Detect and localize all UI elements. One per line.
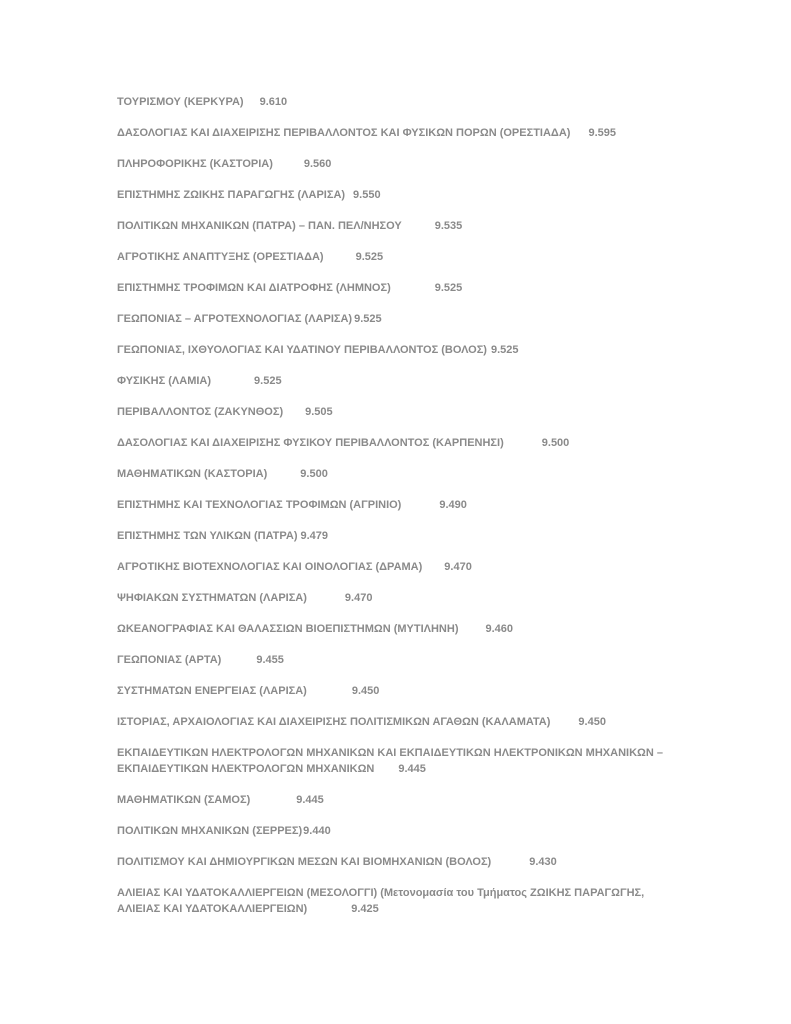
score-value: 9.450	[578, 716, 606, 728]
department-name: ΓΕΩΠΟΝΙΑΣ – ΑΓΡΟΤΕΧΝΟΛΟΓΙΑΣ (ΛΑΡΙΣΑ)	[117, 313, 353, 325]
score-value: 9.440	[303, 825, 331, 837]
list-item	[117, 497, 677, 513]
score-value: 9.525	[354, 313, 382, 325]
department-name: ΔΑΣΟΛΟΓΙΑΣ ΚΑΙ ΔΙΑΧΕΙΡΙΣΗΣ ΦΥΣΙΚΟΥ ΠΕΡΙΒΑΛΛΟΝΤΟΣ (ΚΑΡΠΕΝΗΣΙ)	[117, 437, 504, 449]
list-item	[117, 280, 677, 296]
department-name: ΕΠΙΣΤΗΜΗΣ ΚΑΙ ΤΕΧΝΟΛΟΓΙΑΣ ΤΡΟΦΙΜΩΝ (ΑΓΡΙΝΙΟ)	[117, 499, 402, 511]
list-item	[117, 792, 677, 808]
list-item	[117, 311, 677, 327]
list-item	[117, 745, 677, 777]
list-item	[117, 156, 677, 172]
department-name: ΨΗΦΙΑΚΩΝ ΣΥΣΤΗΜΑΤΩΝ (ΛΑΡΙΣΑ)	[117, 592, 307, 604]
score-value: 9.470	[444, 561, 472, 573]
department-name: ΕΠΙΣΤΗΜΗΣ ΤΩΝ ΥΛΙΚΩΝ (ΠΑΤΡΑ)	[117, 530, 298, 542]
list-item	[117, 714, 677, 730]
score-value: 9.610	[259, 96, 288, 108]
department-name: ΕΚΠΑΙΔΕΥΤΙΚΩΝ ΗΛΕΚΤΡΟΛΟΓΩΝ ΜΗΧΑΝΙΚΩΝ ΚΑΙ ΕΚΠΑΙΔΕΥΤΙΚΩΝ ΗΛΕΚΤΡΟΝΙΚΩΝ ΜΗΧΑΝΙΚΩΝ – ΕΚΠΑΙΔΕΥΤΙΚΩΝ ΗΛΕΚΤΡΟΛΟΓΩΝ ΜΗΧΑΝΙΚΩΝ	[117, 747, 667, 775]
list-item	[117, 373, 677, 389]
list-item	[117, 621, 677, 637]
department-name: ΠΛΗΡΟΦΟΡΙΚΗΣ (ΚΑΣΤΟΡΙΑ)	[117, 158, 273, 170]
department-name: ΜΑΘΗΜΑΤΙΚΩΝ (ΚΑΣΤΟΡΙΑ)	[117, 468, 268, 480]
score-value: 9.430	[529, 856, 557, 868]
score-value: 9.425	[351, 903, 379, 915]
score-value: 9.445	[296, 794, 324, 806]
department-name: ΠΟΛΙΤΙΣΜΟΥ ΚΑΙ ΔΗΜΙΟΥΡΓΙΚΩΝ ΜΕΣΩΝ ΚΑΙ ΒΙΟΜΗΧΑΝΙΩΝ (ΒΟΛΟΣ)	[117, 856, 492, 868]
score-value: 9.595	[588, 127, 616, 139]
score-value: 9.470	[344, 592, 373, 604]
score-value: 9.450	[351, 685, 380, 697]
score-value: 9.560	[303, 158, 332, 170]
department-name: ΦΥΣΙΚΗΣ (ΛΑΜΙΑ)	[117, 375, 212, 387]
department-name: ΩΚΕΑΝΟΓΡΑΦΙΑΣ ΚΑΙ ΘΑΛΑΣΣΙΩΝ ΒΙΟΕΠΙΣΤΗΜΩΝ (ΜΥΤΙΛΗΝΗ)	[117, 623, 459, 635]
score-value: 9.525	[254, 375, 282, 387]
list-item	[117, 590, 677, 606]
list-item	[117, 218, 677, 234]
score-value: 9.445	[398, 763, 426, 775]
department-name: ΠΟΛΙΤΙΚΩΝ ΜΗΧΑΝΙΚΩΝ (ΠΑΤΡΑ) – ΠΑΝ. ΠΕΛ/ΝΗΣΟΥ	[117, 220, 402, 232]
department-name: ΓΕΩΠΟΝΙΑΣ, ΙΧΘΥΟΛΟΓΙΑΣ ΚΑΙ ΥΔΑΤΙΝΟΥ ΠΕΡΙΒΑΛΛΟΝΤΟΣ (ΒΟΛΟΣ)	[117, 344, 487, 356]
list-item	[117, 854, 677, 870]
department-score-list	[117, 94, 677, 932]
score-value: 9.525	[355, 251, 384, 263]
score-value: 9.460	[485, 623, 514, 635]
list-item	[117, 652, 677, 668]
department-name: ΤΟΥΡΙΣΜΟΥ (ΚΕΡΚΥΡΑ)	[117, 96, 244, 108]
score-value: 9.525	[434, 282, 463, 294]
score-value: 9.550	[353, 189, 381, 201]
list-item	[117, 342, 677, 358]
list-item	[117, 559, 677, 575]
department-name: ΑΛΙΕΙΑΣ ΚΑΙ ΥΔΑΤΟΚΑΛΛΙΕΡΓΕΙΩΝ (ΜΕΣΟΛΟΓΓΙ) (Μετονομασία του Τμήματος ΖΩΙΚΗΣ ΠΑΡΑΓΩΓΗΣ, ΑΛΙΕΙΑΣ ΚΑΙ ΥΔΑΤΟΚΑΛΛΙΕΡΓΕΙΩΝ)	[117, 887, 647, 915]
score-value: 9.500	[300, 468, 328, 480]
score-value: 9.535	[434, 220, 463, 232]
list-item	[117, 125, 677, 141]
list-item	[117, 435, 677, 451]
department-name: ΠΟΛΙΤΙΚΩΝ ΜΗΧΑΝΙΚΩΝ (ΣΕΡΡΕΣ)	[117, 825, 303, 837]
list-item	[117, 823, 677, 839]
department-name: ΕΠΙΣΤΗΜΗΣ ΤΡΟΦΙΜΩΝ ΚΑΙ ΔΙΑΤΡΟΦΗΣ (ΛΗΜΝΟΣ)	[117, 282, 391, 294]
list-item	[117, 466, 677, 482]
list-item	[117, 187, 677, 203]
department-name: ΑΓΡΟΤΙΚΗΣ ΑΝΑΠΤΥΞΗΣ (ΟΡΕΣΤΙΑΔΑ)	[117, 251, 324, 263]
score-value: 9.455	[256, 654, 284, 666]
list-item	[117, 683, 677, 699]
department-name: ΑΓΡΟΤΙΚΗΣ ΒΙΟΤΕΧΝΟΛΟΓΙΑΣ ΚΑΙ ΟΙΝΟΛΟΓΙΑΣ (ΔΡΑΜΑ)	[117, 561, 423, 573]
score-value: 9.490	[439, 499, 467, 511]
score-value: 9.525	[490, 344, 519, 356]
score-value: 9.500	[541, 437, 570, 449]
department-name: ΣΥΣΤΗΜΑΤΩΝ ΕΝΕΡΓΕΙΑΣ (ΛΑΡΙΣΑ)	[117, 685, 307, 697]
list-item	[117, 249, 677, 265]
department-name: ΓΕΩΠΟΝΙΑΣ (ΑΡΤΑ)	[117, 654, 222, 666]
department-name: ΕΠΙΣΤΗΜΗΣ ΖΩΙΚΗΣ ΠΑΡΑΓΩΓΗΣ (ΛΑΡΙΣΑ)	[117, 189, 346, 201]
list-item	[117, 528, 677, 544]
list-item	[117, 94, 677, 110]
department-name: ΜΑΘΗΜΑΤΙΚΩΝ (ΣΑΜΟΣ)	[117, 794, 251, 806]
list-item	[117, 885, 677, 917]
score-value: 9.505	[305, 406, 333, 418]
department-name: ΔΑΣΟΛΟΓΙΑΣ ΚΑΙ ΔΙΑΧΕΙΡΙΣΗΣ ΠΕΡΙΒΑΛΛΟΝΤΟΣ ΚΑΙ ΦΥΣΙΚΩΝ ΠΟΡΩΝ (ΟΡΕΣΤΙΑΔΑ)	[117, 127, 571, 139]
department-name: ΙΣΤΟΡΙΑΣ, ΑΡΧΑΙΟΛΟΓΙΑΣ ΚΑΙ ΔΙΑΧΕΙΡΙΣΗΣ ΠΟΛΙΤΙΣΜΙΚΩΝ ΑΓΑΘΩΝ (ΚΑΛΑΜΑΤΑ)	[117, 716, 551, 728]
score-value: 9.479	[300, 530, 329, 542]
list-item	[117, 404, 677, 420]
department-name: ΠΕΡΙΒΑΛΛΟΝΤΟΣ (ΖΑΚΥΝΘΟΣ)	[117, 406, 284, 418]
